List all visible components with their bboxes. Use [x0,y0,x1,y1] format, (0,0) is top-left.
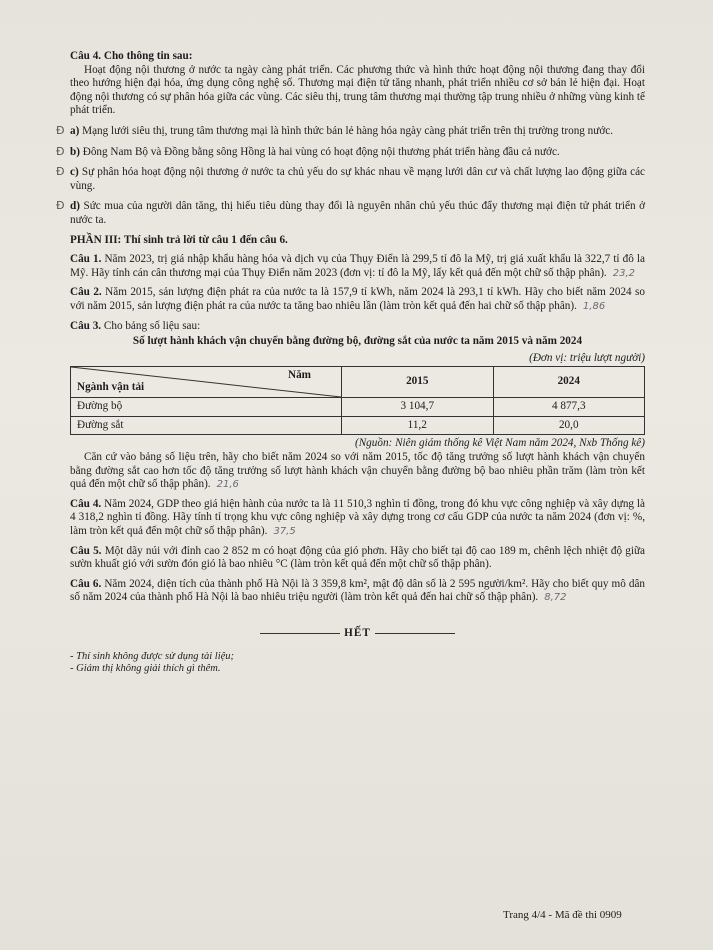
p3-question-6: Câu 6. Năm 2024, diện tích của thành phố Hà Nội là 3 359,8 km², mật độ dân số là 2 595 người/km². Hãy cho biết quy mô dân số năm 2024 của thành phố Hà Nội là bao nhiêu triệu người (làm tròn kết quả đến hai chữ số thập phân). 8,72 [70,577,646,604]
data-table [70,366,645,435]
part3-title: PHẦN III: Thí sinh trả lời từ câu 1 đến câu 6. [70,233,288,246]
note: - Thí sinh không được sử dụng tài liệu; [70,650,235,662]
handwritten-answer: 37,5 [273,526,296,538]
handwritten-answer: 1,86 [582,300,606,312]
handwritten-answer: 23,2 [612,267,635,279]
year-header: 2024 [493,367,645,398]
q4-option-d: Đ d) Sức mua của người dân tăng, thị hiếu tiêu dùng thay đổi là nguyên nhân chủ yếu thúc đẩy thương mại điện tử phát triển ở nước ta. [56,199,646,226]
row-label: Đường bộ [71,398,342,417]
handwritten-mark: Đ [56,123,65,137]
page-footer: Trang 4/4 - Mã đề thi 0909 [503,909,622,921]
p3-question-2: Câu 2. Năm 2015, sản lượng điện phát ra của nước ta là 157,9 tỉ kWh, năm 2024 là 293,1 tỉ kWh. Hãy cho biết năm 2024 so với năm 2015, sản lượng điện phát ra của nước ta tăng bao nhiêu lần (làm tròn kết quả đến hai chữ số thập phân). 1,86 [70,286,646,312]
table-corner-cell [71,367,342,398]
p3-question-3: Câu 3. Cho bảng số liệu sau: [70,319,201,332]
end-marker: HẾT [70,627,645,641]
handwritten-mark: Đ [56,144,65,158]
q4-intro: Hoạt động nội thương ở nước ta ngày càng phát triển. Các phương thức và hình thức hoạt động nội thương đang thay đổi theo hướng hiện đại hóa, ứng dụng công nghệ số. Thương mại điện tử tăng nhanh, phát triển nhiều cơ sở bán lẻ hiện đại. Hoạt động nội thương có sự phân hóa giữa các vùng. Các siêu thị, trung tâm thương mại thường tập trung nhiều ở những vùng kinh tế phát triển. [70,63,645,117]
table-cell: 3 104,7 [342,398,494,417]
table-cell: 20,0 [493,416,645,435]
table-title: Số lượt hành khách vận chuyển bằng đường bộ, đường sắt của nước ta năm 2015 và năm 2024 [132,335,583,348]
row-label: Đường sắt [71,416,342,435]
divider [260,633,340,634]
year-header: 2015 [342,367,494,398]
q4-option-c: Đ c) Sự phân hóa hoạt động nội thương ở nước ta chủ yếu do sự khác nhau về mạng lưới dân cư và chất lượng lao động giữa các vùng. [56,165,645,192]
table-cell: 11,2 [342,416,494,435]
exam-notes [70,651,645,676]
table-row [71,398,645,417]
handwritten-answer: 8,72 [544,592,567,604]
handwritten-mark: Đ [56,199,65,213]
header-year: Năm [288,369,311,382]
table-row [71,416,645,435]
header-sector: Ngành vận tải [77,380,145,393]
p3-question-4: Câu 4. Năm 2024, GDP theo giá hiện hành của nước ta là 11 510,3 nghìn tỉ đồng, trong đó khu vực công nghiệp và xây dựng là 4 318,2 nghìn tỉ đồng. Hãy tính tỉ trọng khu vực công nghiệp và xây dựng trong cơ cấu GDP của nước ta năm 2024 (đơn vị: %, làm tròn kết quả đến một chữ số thập phân). 37,5 [70,497,645,538]
q3-question: Căn cứ vào bảng số liệu trên, hãy cho biết năm 2024 so với năm 2015, tốc độ tăng trưởng số lượt hành khách vận chuyển bằng đường sắt cao hơn tốc độ tăng trưởng số lượt hành khách vận chuyển bằng đường bộ bao nhiêu phần trăm (làm tròn kết quả đến một chữ số thập phân). 21,6 [70,451,645,491]
q4-title: Câu 4. Cho thông tin sau: [70,50,193,62]
q4-option-b: Đ b) Đông Nam Bộ và Đồng bằng sông Hồng là hai vùng có hoạt động nội thương phát triển hàng đầu cả nước. [56,144,560,158]
table-cell: 4 877,3 [493,398,645,417]
page-content [56,50,646,676]
q4-option-a: Đ a) Mạng lưới siêu thị, trung tâm thương mại là hình thức bán lẻ hàng hóa ngày càng phát triển trên thị trường trong nước. [56,123,614,137]
p3-question-1: Câu 1. Năm 2023, trị giá nhập khẩu hàng hóa và dịch vụ của Thụy Điển là 299,5 tỉ đô la Mỹ, trị giá xuất khẩu là 322,7 tỉ đô la Mỹ. Hãy tính cán cân thương mại của Thụy Điển năm 2023 (đơn vị: tỉ đô la Mỹ, lấy kết quả đến một chữ số thập phân). 23,2 [70,253,645,279]
note: - Giám thị không giải thích gì thêm. [70,663,221,675]
handwritten-answer: 21,6 [216,479,239,491]
table-unit: (Đơn vị: triệu lượt người) [529,351,645,364]
handwritten-mark: Đ [56,165,65,179]
p3-question-5: Câu 5. Một dãy núi với đỉnh cao 2 852 m có hoạt động của gió phơn. Hãy cho biết tại độ cao 189 m, chênh lệch nhiệt độ giữa sườn khuất gió với sườn đón gió là bao nhiêu °C (làm tròn kết quả đến một chữ số thập phân). [70,544,646,571]
table-header-row [71,367,645,398]
table-source: (Nguồn: Niên giám thống kê Việt Nam năm 2024, Nxb Thống kê) [354,437,645,450]
divider [375,633,455,634]
